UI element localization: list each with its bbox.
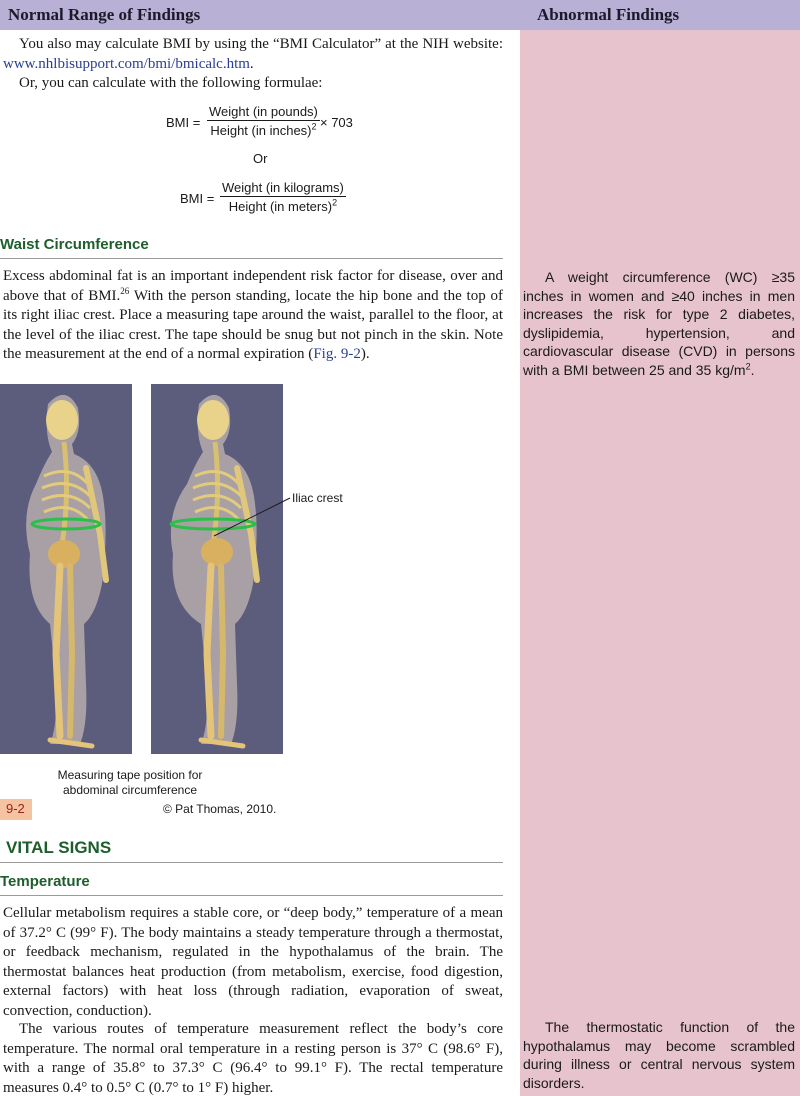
abnormal-thermostat-text: The thermostatic function of the hypothalamus may become scrambled during illness or central nervous system disorders. xyxy=(523,1019,795,1091)
temperature-paragraph-1: Cellular metabolism requires a stable core, or “deep body,” temperature of a mean of 37.2° C (99° F). The body maintains a steady temperature through a thermostat, or feedback mechanism, regulated in the hypothalamus of the brain. The thermostat balances heat production (from metabolism, exercise, food digestion, external factors) with heat loss (through radiation, evaporation of sweat, convection, conduction). xyxy=(3,905,503,1019)
formula-or: Or xyxy=(253,151,268,166)
abnormal-findings-column xyxy=(520,0,800,1096)
header-abnormal-findings: Abnormal Findings xyxy=(537,5,680,24)
waist-circumference-heading: Waist Circumference xyxy=(0,236,149,253)
abnormal-waist-text: A weight circumference (WC) ≥35 inches in women and ≥40 inches in men increases the risk for type 2 diabetes, dyslipidemia, hypertension, and cardiovascular disease (CVD) in persons with a BMI between 25 and 35 $kg/m^2$. xyxy=(523,269,795,378)
vital-signs-heading: VITAL SIGNS xyxy=(6,838,112,857)
section-divider xyxy=(0,862,503,863)
formula-intro-paragraph: Or, you can calculate with the following formulae: xyxy=(19,75,323,91)
formula-fraction: Weight (in kilograms) Height (in meters)$^2$ xyxy=(222,180,344,214)
header-normal-range: Normal Range of Findings xyxy=(8,5,201,24)
waist-paragraph: Excess abdominal fat is an important independent risk factor for disease, over and above that of BMI.$^{26}$ With the person standing, locate the hip bone and the top of its right iliac crest. Place a measuring tape around the waist, parallel to the floor, at the level of the iliac crest. The tape should be snug but not pinch in the skin. Note the measurement at the end of a normal expiration (Fig. 9-2). xyxy=(3,268,504,362)
figure-panel-right xyxy=(151,384,283,754)
fig-9-2-link[interactable]: Fig. 9-2 xyxy=(313,346,361,362)
section-divider xyxy=(0,895,503,896)
figure-caption: Measuring tape position for abdominal circumference xyxy=(57,768,203,797)
iliac-crest-leader-line xyxy=(210,490,294,540)
skeleton-side-view-illustration xyxy=(0,384,132,754)
figure-credit: © Pat Thomas, 2010. xyxy=(163,802,277,816)
bmi-calculator-paragraph: You also may calculate BMI by using the “BMI Calculator” at the NIH website: www.nhlbisupport.com/bmi/bmicalc.htm. xyxy=(3,36,503,72)
figure-panel-left xyxy=(0,384,132,754)
bmi-formula-pounds: BMI = Weight (in pounds) Height (in inches)$^2$ × 703 xyxy=(166,104,353,138)
temperature-paragraph-2: The various routes of temperature measurement reflect the body’s core temperature. The normal oral temperature in a resting person is 37° C (98.6° F), with a range of 35.8° to 37.3° C (96.4° to 99.1° F). The rectal temperature measures 0.4° to 0.5° C (0.7° to 1° F) higher. xyxy=(3,1021,503,1096)
nih-bmi-link[interactable]: www.nhlbisupport.com/bmi/bmicalc.htm xyxy=(3,55,250,72)
temperature-heading: Temperature xyxy=(0,873,90,890)
section-divider xyxy=(0,258,503,259)
iliac-crest-label: Iliac crest xyxy=(292,491,343,505)
skeleton-side-view-illustration xyxy=(151,384,283,754)
figure-number-badge: 9-2 xyxy=(0,799,32,820)
bmi-formula-kilograms: BMI = Weight (in kilograms) Height (in meters)$^2$ xyxy=(180,180,344,214)
table-header-bar xyxy=(0,0,800,30)
formula-fraction: Weight (in pounds) Height (in inches)$^2$ xyxy=(209,104,318,138)
